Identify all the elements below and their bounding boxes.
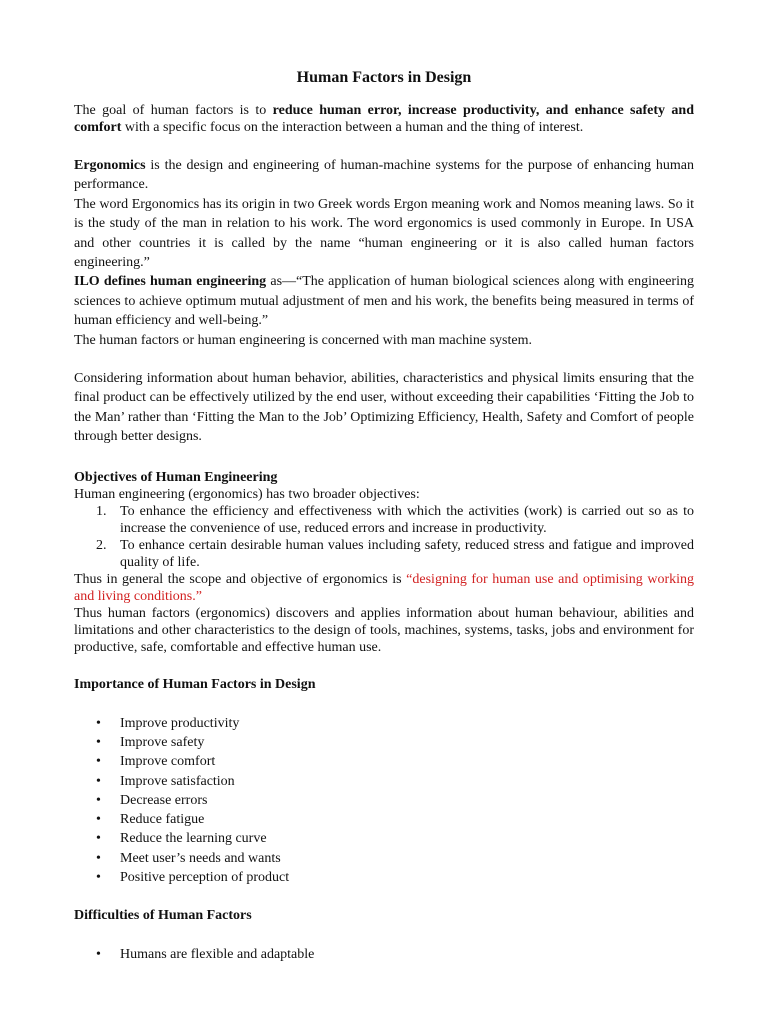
list-item <box>74 733 694 752</box>
intro-text-end: with a specific focus on the interaction between a human and the thing of interest. <box>121 120 584 135</box>
scope-highlight: “designing for human use and optimising working and living conditions.” <box>74 571 694 604</box>
bullet-icon: • <box>96 773 101 789</box>
list-item <box>74 714 694 733</box>
list-item-text: To enhance certain desirable human values including safety, reduced stress and fatigue and improved quality of life. <box>120 537 694 570</box>
list-item-text: Improve satisfaction <box>120 773 235 789</box>
scope-text: Thus in general the scope and objective of ergonomics is <box>74 571 407 587</box>
ergonomics-definition-text: is the design and engineering of human-machine systems for the purpose of enhancing human performance. <box>74 158 694 193</box>
list-item-text: Reduce fatigue <box>120 812 205 828</box>
list-item <box>74 772 694 791</box>
ergonomics-term: Ergonomics <box>74 158 146 173</box>
bullet-icon: • <box>96 812 101 828</box>
list-number: 2. <box>96 537 107 553</box>
bullet-icon: • <box>96 870 101 886</box>
list-item <box>74 752 694 771</box>
list-item-text: Reduce the learning curve <box>120 831 267 847</box>
difficulties-section <box>74 907 694 964</box>
list-item <box>74 810 694 829</box>
importance-heading: Importance of Human Factors in Design <box>74 676 316 692</box>
considering-paragraph: Considering information about human behavior, abilities, characteristics and physical limits ensuring that the final product can be effectively utilized by the end user, without exceeding their capabilities ‘Fitting the Job to the Man’ rather than ‘Fitting the Man to the Job’ Optimizing Efficiency, Health, Safety and Comfort of people through better designs. <box>74 371 694 445</box>
importance-section <box>74 676 694 888</box>
list-item <box>74 868 694 887</box>
intro-emphasis: reduce human error, increase productivity, and enhance safety and comfort <box>74 103 695 135</box>
list-item <box>74 537 694 571</box>
objectives-section <box>74 469 694 656</box>
discovers-paragraph: Thus human factors (ergonomics) discovers and applies information about human behaviour, abilities and limitations and other characteristics to the design of tools, machines, systems, tasks, jobs and environment for productive, safe, comfortable and effective human use. <box>74 605 694 655</box>
intro-text: The goal of human factors is to <box>74 103 273 118</box>
objectives-heading: Objectives of Human Engineering <box>74 469 278 485</box>
difficulties-heading: Difficulties of Human Factors <box>74 908 252 924</box>
ilo-definition-text: as—“The application of human biological sciences along with engineering sciences to achieve optimum mutual adjustment of men and his work, the benefits being measured in terms of human efficiency and well-being.” <box>74 274 694 329</box>
intro-paragraph <box>74 102 694 136</box>
list-item-text: Positive perception of product <box>120 870 290 886</box>
ilo-term: ILO defines human engineering <box>74 274 267 290</box>
ergonomics-origin: The word Ergonomics has its origin in two Greek words Ergon meaning work and Nomos meaning laws. So it is the study of the man in relation to his work. The word ergonomics is used commonly in Europe. In USA and other countries it is called by the name “human engineering or it is also called human factors engineering.” <box>74 196 694 271</box>
list-item <box>74 829 694 848</box>
document-page <box>74 68 694 965</box>
bullet-icon: • <box>96 850 101 866</box>
bullet-icon: • <box>96 831 101 847</box>
list-item-text: To enhance the efficiency and effectiveness with which the activities (work) is carried out so as to increase the convenience of use, reduced errors and increase in productivity. <box>120 503 694 536</box>
bullet-icon: • <box>96 715 101 731</box>
list-item <box>74 503 694 537</box>
list-number: 1. <box>96 503 107 519</box>
objectives-lead: Human engineering (ergonomics) has two broader objectives: <box>74 486 420 502</box>
list-item-text: Decrease errors <box>120 792 208 808</box>
bullet-icon: • <box>96 754 101 770</box>
objectives-list <box>74 503 694 571</box>
list-item-text: Meet user’s needs and wants <box>120 850 281 866</box>
difficulties-list <box>74 945 694 964</box>
list-item-text: Improve safety <box>120 734 205 750</box>
bullet-icon: • <box>96 792 101 808</box>
bullet-icon: • <box>96 947 101 963</box>
list-item-text: Humans are flexible and adaptable <box>120 947 315 963</box>
man-machine-statement: The human factors or human engineering is concerned with man machine system. <box>74 332 532 348</box>
list-item <box>74 945 694 964</box>
ilo-definition <box>74 272 694 330</box>
scope-paragraph <box>74 571 694 605</box>
list-item-text: Improve comfort <box>120 754 216 770</box>
list-item <box>74 849 694 868</box>
list-item <box>74 791 694 810</box>
ergonomics-definition <box>74 156 694 195</box>
bullet-icon: • <box>96 734 101 750</box>
importance-list <box>74 714 694 888</box>
list-item-text: Improve productivity <box>120 715 240 731</box>
page-title: Human Factors in Design <box>296 69 472 86</box>
